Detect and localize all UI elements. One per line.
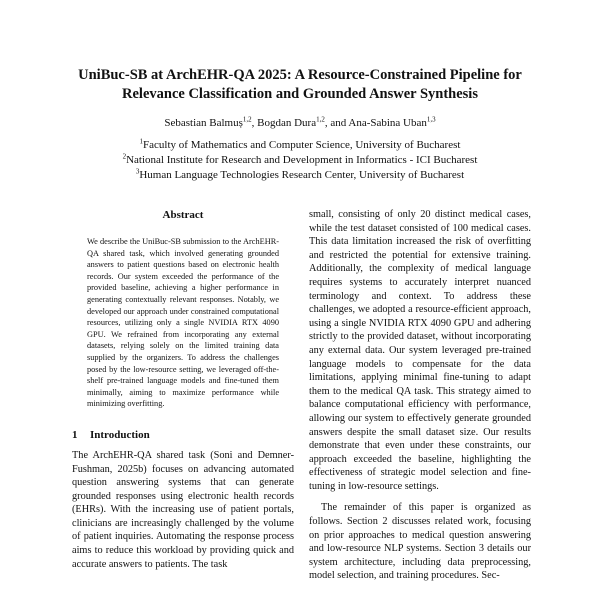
affiliation-mark: 3 — [135, 167, 140, 176]
affiliation-mark: 2 — [122, 152, 127, 161]
affiliation-text: Human Language Technologies Research Center, University of Bucharest — [139, 169, 465, 181]
title-line-1: UniBuc-SB at ArchEHR-QA 2025: A Resource-Constrained Pipeline for — [78, 67, 522, 83]
affiliation — [40, 168, 560, 183]
author-name: Ana-Sabina Uban — [348, 117, 427, 129]
abstract-text: We describe the UniBuc-SB submission to the ArchEHR-QA shared task, which involved generating grounded answers to patient questions based on electronic health records. Our system exceeded the performance of the provided baseline, achieving a higher performance in generating contextually relevant responses. Notably, we developed our approach under constrained computational resources, utilizing only a single NVIDIA RTX 4090 GPU. We refrained from incorporating any external datasets, relying solely on the limited training data supplied by the organizers. To address the challenges posed by the low-resource setting, we leveraged off-the-shelf pre-trained language models and fine-tuned them minimally, aiming to maximize performance while minimizing overfitting. — [87, 237, 279, 409]
title-line-2: Relevance Classification and Grounded Answer Synthesis — [122, 86, 478, 102]
affiliation — [40, 138, 560, 153]
affiliation-list — [40, 138, 560, 183]
author-name: Sebastian Balmuș — [164, 117, 243, 129]
paper-title — [40, 66, 560, 104]
affiliation-mark: 1 — [139, 137, 144, 146]
section-heading-introduction — [72, 428, 294, 442]
section-title: Introduction — [90, 428, 150, 441]
left-column — [72, 208, 294, 571]
affiliation — [40, 153, 560, 168]
affiliation-text: Faculty of Mathematics and Computer Science, University of Bucharest — [143, 139, 461, 151]
author-name: Bogdan Dura — [257, 117, 317, 129]
affiliation-text: National Institute for Research and Development in Informatics - ICI Bucharest — [126, 154, 478, 166]
author-affiliation-mark: 1,2 — [316, 115, 325, 124]
body-paragraph: small, consisting of only 20 distinct medical cases, while the test dataset consisted of 100 medical cases. This data limitation increased the risk of overfitting and restricted the potential for extensive training. Additionally, the complexity of medical language requires systems to accurately interpret nuanced terminology and context. To address these challenges, we adopted a resource-efficient approach, using a single NVIDIA RTX 4090 GPU and adhering strictly to the provided dataset, without incorporating any external data. Our system leveraged pre-trained language models to compensate for the data limitations, applying minimal fine-tuning to adapt them to the medical QA task. This strategy aimed to balance computational efficiency with performance, allowing our system to effectively generate grounded answers despite the small dataset size. Our results demonstrate that even under these constraints, our approach exceeded the baseline, highlighting the effectiveness of strategic model selection and fine-tuning in low-resource settings. — [309, 209, 531, 492]
author-separator: , — [251, 117, 258, 129]
introduction-paragraph: The ArchEHR-QA shared task (Soni and Demner-Fushman, 2025b) focuses on advancing automated question answering systems that can generate grounded responses using electronic health records (EHRs). With the increasing use of patient portals, clinicians are increasingly challenged by the volume of patient inquiries. Automating the response process aims to reduce this workload by providing quick and accurate answers to patients. The task — [72, 449, 294, 570]
right-column — [309, 208, 531, 583]
author-affiliation-mark: 1,3 — [426, 115, 436, 124]
author-affiliation-mark: 1,2 — [242, 115, 252, 124]
abstract-heading: Abstract — [162, 209, 204, 221]
body-paragraph: The remainder of this paper is organized as follows. Section 2 discusses related work, focusing on prior approaches to medical question answering and low-resource NLP systems. Section 3 details our system architecture, including data preprocessing, model selection, and training procedures. Sec- — [309, 502, 531, 582]
author-separator: , and — [324, 117, 349, 129]
author-list — [40, 116, 560, 130]
section-number: 1 — [72, 428, 78, 441]
